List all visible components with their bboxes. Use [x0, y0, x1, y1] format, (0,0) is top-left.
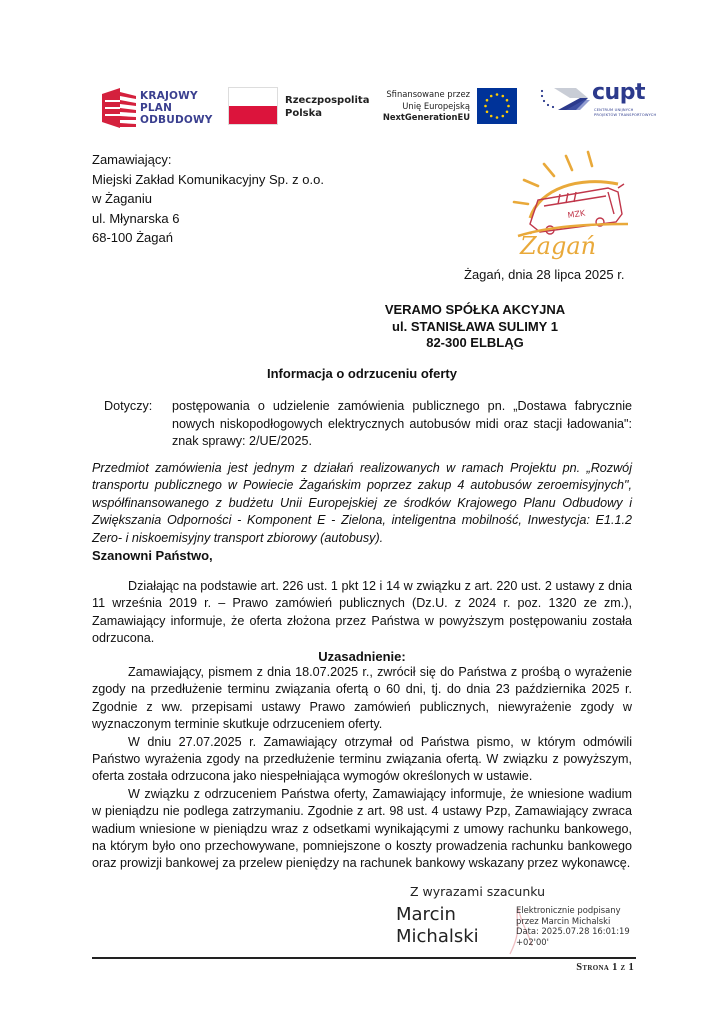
- kpo-logo: [100, 86, 212, 130]
- mzk-zagan-logo: [500, 148, 630, 260]
- justification-heading: Uzasadnienie:: [318, 649, 406, 664]
- signature-info: Elektronicznie podpisany przez Marcin Michalski Data: 2025.07.28 16:01:19 +02'00': [516, 905, 630, 947]
- poland-logo: [228, 87, 378, 129]
- justification-paragraph: W związku z odrzuceniem Państwa oferty, Zamawiający informuje, że wniesione wadium w pieniądzu nie podlega zatrzymaniu. Zgodnie z art. 98 ust. 4 ustawy Pzp, Zamawiający zwraca wadium wniesione w pieniądzu wraz z odsetkami wynikającymi z umowy rachunku bankowego, na którym było ono przechowywane, pomniejszone o koszty prowadzenia rachunku bankowego oraz prowizji bankowej za przelew pieniędzy na rachunek bankowy wskazany przez wykonawcę.: [92, 786, 632, 871]
- cupt-logo: [540, 80, 680, 130]
- justification-paragraph: Zamawiający, pismem z dnia 18.07.2025 r., zwrócił się do Państwa z prośbą o wyrażenie zgody na przedłużenie terminu związania ofertą o 60 dni, tj. do dnia 23 października 2025 r. Zgodnie z ww. przepisami ustawy Prawo zamówień publicznych, niewyrażenie zgody w wyznaczonym terminie skutkuje odrzuceniem oferty.: [92, 665, 632, 732]
- sender-address: Zamawiający: Miejski Zakład Komunikacyjny Sp. z o.o. w Żaganiu ul. Młynarska 6 68-100 Żagań: [92, 152, 324, 245]
- electronic-signature: [396, 904, 666, 958]
- svg-text:MZK: MZK: [567, 208, 586, 220]
- svg-text:Żagań: Żagań: [520, 232, 597, 260]
- intro-paragraph: Działając na podstawie art. 226 ust. 1 pkt 12 i 14 w związku z art. 220 ust. 2 ustawy z dnia 11 września 2019 r. – Prawo zamówień publicznych (Dz.U. z 2024 r. poz. 1320 ze zm.), Zamawiający informuje, że oferta złożona przez Państwa w powyższym postępowaniu została odrzucona.: [92, 579, 632, 646]
- signer-name: Marcin Michalski: [396, 904, 479, 947]
- regarding-label: Dotyczy:: [104, 399, 153, 413]
- cupt-name: cupt: [592, 80, 645, 105]
- page-number: Strona 1 z 1: [576, 962, 634, 973]
- poland-flag-icon: [228, 87, 278, 125]
- salutation: Szanowni Państwo,: [92, 548, 213, 563]
- footer-divider: [92, 957, 636, 959]
- letter-date: Żagań, dnia 28 lipca 2025 r.: [464, 267, 625, 282]
- project-note: Przedmiot zamówienia jest jednym z działań realizowanych w ramach Projektu pn. „Rozwój transportu publicznego w Powiecie Żagańskim poprzez zakup 4 autobusów zeroemisyjnych", współfinansowanego z budżetu Unii Europejskiej ze środków Krajowego Planu Odbudowy i Zwiększania Odporności - Komponent E - Zielona, inteligentna mobilność, Inwestycja: E1.1.2 Zero- i niskoemisyjny transport zbiorowy (autobusy).: [92, 461, 632, 545]
- document-title: Informacja o odrzuceniu oferty: [267, 366, 457, 381]
- kpo-logo-text: KRAJOWY PLAN ODBUDOWY: [140, 90, 213, 126]
- kpo-building-icon: [102, 88, 136, 128]
- regarding-text: postępowania o udzielenie zamówienia publicznego pn. „Dostawa fabrycznie nowych niskopodłogowych elektrycznych autobusów midi oraz stacji ładowania": znak sprawy: 2/UE/2025.: [172, 399, 632, 448]
- poland-logo-text: Rzeczpospolita Polska: [285, 95, 370, 119]
- justification-paragraph: W dniu 27.07.2025 r. Zamawiający otrzymał od Państwa pismo, w którym odmówili Państwo wyrażenia zgody na przedłużenie terminu związania ofertą. W związku z powyższym, oferta została odrzucona jako niespełniająca wymogów określonych w ustawie.: [92, 734, 632, 784]
- cupt-subtitle: CENTRUM UNIJNYCH PROJEKTÓW TRANSPORTOWYCH: [594, 108, 657, 117]
- eu-logo: [380, 87, 520, 127]
- recipient-address: VERAMO SPÓŁKA AKCYJNA ul. STANISŁAWA SULIMY 1 82-300 ELBLĄG: [384, 302, 566, 350]
- logo-bar: [100, 82, 680, 132]
- cupt-arrow-icon: [540, 86, 590, 116]
- closing: Z wyrazami szacunku: [410, 884, 546, 899]
- eu-funding-text: Sfinansowane przez Unię Europejską NextGenerationEU: [382, 89, 470, 122]
- justification-body: [92, 664, 632, 873]
- eu-flag-icon: [477, 88, 517, 124]
